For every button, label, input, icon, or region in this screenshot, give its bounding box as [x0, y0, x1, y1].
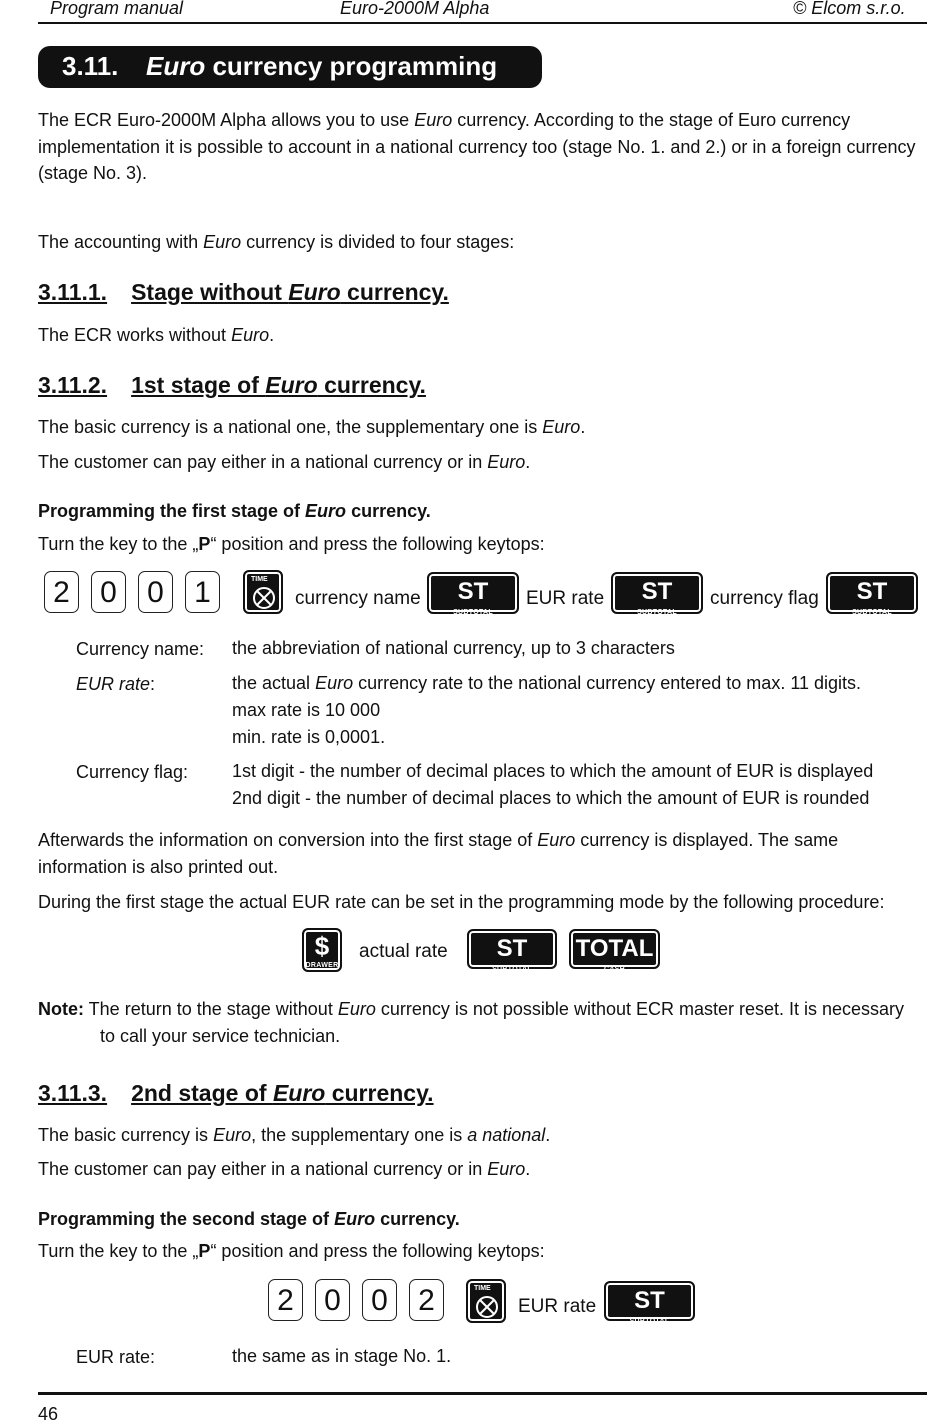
key-main-label: ST: [496, 935, 528, 962]
st-subtotal-key: [427, 572, 519, 614]
def-eur-rate-key: [76, 674, 155, 695]
digit-key: 2: [44, 571, 79, 613]
heading-text-2: currency.: [340, 279, 449, 305]
heading-3-11-3: [38, 1080, 434, 1107]
note-euro: Euro: [337, 999, 376, 1019]
s3-l1-c: , the supplementary one is: [251, 1125, 468, 1145]
key-sub-label: SUBTOTAL: [637, 609, 677, 616]
s3-prog-a: Programming the second stage of: [38, 1209, 335, 1229]
s2-prog-c: currency.: [346, 501, 431, 521]
time-key-label: TIME: [251, 576, 268, 583]
note-d: to call your service technician.: [100, 1025, 341, 1046]
digit-key: 1: [185, 571, 220, 613]
def-colon: :: [150, 674, 156, 694]
s2-turn-a: Turn the key to the „: [38, 534, 199, 554]
def-eur-euro: Euro: [315, 673, 354, 693]
def-currency-name-value: the abbreviation of national currency, up to 3 characters: [232, 638, 675, 658]
s2-turn-p: P: [198, 534, 211, 554]
s3-l1-national: a national: [467, 1125, 546, 1145]
def-currency-flag-value: [232, 758, 873, 812]
def-eur-rate-line3: min. rate is 0,0001.: [232, 727, 386, 747]
key-main-label: ST: [641, 578, 673, 605]
s3-turn-a: Turn the key to the „: [38, 1241, 199, 1261]
s2-l2-c: .: [525, 452, 531, 472]
s2-l1-a: The basic currency is a national one, the supplementary one is: [38, 417, 543, 437]
heading-text: 2nd stage of: [131, 1080, 273, 1106]
page-number: 46: [38, 1404, 59, 1424]
def-eur-rate-key-italic: EUR rate: [76, 674, 151, 694]
total-cash-key: [569, 929, 660, 973]
currency-flag-label: currency flag: [710, 588, 819, 609]
eur-rate-label: EUR rate: [526, 588, 605, 609]
heading-number: 3.11.2.: [38, 372, 108, 398]
heading-text-2: currency.: [325, 1080, 434, 1106]
s3-prog-euro: Euro: [334, 1209, 376, 1229]
s1-euro: Euro: [231, 325, 270, 345]
st-subtotal-key: [467, 929, 557, 973]
st-subtotal-key: [826, 572, 918, 614]
s1-text-a: The ECR works without: [38, 325, 232, 345]
heading-3-11-1: [38, 279, 449, 306]
key-main-label: $: [314, 931, 330, 961]
note-paragraph: [38, 996, 928, 1049]
heading-number: 3.11.3.: [38, 1080, 108, 1106]
def-eur-a: the actual: [232, 673, 316, 693]
after-c: currency is displayed. The same information is also printed out.: [38, 830, 839, 877]
def-flag-line2: 2nd digit - the number of decimal places to which the amount of EUR is rounded: [232, 788, 870, 808]
circle-x-icon: [475, 1295, 499, 1319]
key-sub-label: SUBTOTAL: [492, 966, 532, 973]
section-number: 3.11.: [62, 51, 119, 81]
section-title-rest: currency programming: [205, 51, 498, 81]
after-euro: Euro: [537, 830, 576, 850]
s2-l1-euro: Euro: [542, 417, 581, 437]
s1-text: [38, 322, 928, 349]
header-left: Program manual: [50, 0, 184, 18]
footer-rule: [38, 1392, 927, 1395]
heading-text-2: currency.: [317, 372, 426, 398]
currency-name-label: currency name: [295, 588, 421, 609]
key-main-label: ST: [856, 578, 888, 605]
def-flag-line1: 1st digit - the number of decimal places to which the amount of EUR is displayed: [232, 761, 874, 781]
actual-rate-label: actual rate: [359, 941, 448, 962]
s3-programming-heading: [38, 1206, 928, 1233]
section-title: [146, 51, 497, 82]
s3-prog-c: currency.: [375, 1209, 460, 1229]
def-currency-flag-key: Currency flag:: [76, 762, 189, 782]
s3-line1: [38, 1122, 928, 1149]
key-sub-label: SUBTOTAL: [852, 609, 892, 616]
key-main-label: ST: [634, 1287, 665, 1314]
s3-def-value: the same as in stage No. 1.: [232, 1346, 452, 1366]
st-subtotal-key: [604, 1281, 695, 1325]
digit-key: 2: [409, 1279, 444, 1321]
stages-euro: Euro: [203, 232, 242, 252]
heading-euro: Euro: [265, 372, 318, 398]
intro-text: The ECR Euro-2000M Alpha allows you to use: [38, 110, 415, 130]
heading-number: 3.11.1.: [38, 279, 108, 305]
s3-l1-a: The basic currency is: [38, 1125, 214, 1145]
s3-l2-euro: Euro: [487, 1159, 526, 1179]
heading-text: 1st stage of: [131, 372, 266, 398]
s3-line2: [38, 1156, 928, 1183]
s3-turn-p: P: [198, 1241, 211, 1261]
afterwards-paragraph: [38, 827, 928, 880]
s3-turn-key: [38, 1238, 928, 1265]
stages-text: The accounting with: [38, 232, 204, 252]
note-c: currency is not possible without ECR master reset. It is necessary: [375, 999, 905, 1019]
s3-l1-e: .: [545, 1125, 551, 1145]
def-eur-rate-value: [232, 670, 861, 751]
intro-text-2: currency. According to the stage of Euro currency implementation it is possible to account in a national currency too (stage No. 1. and 2.) or in a foreign currency (stage No. 3).: [38, 110, 916, 183]
section-banner: [38, 46, 542, 88]
digit-key: 0: [315, 1279, 350, 1321]
key-sub-label: DRAWER: [305, 962, 339, 969]
intro-euro: Euro: [414, 110, 453, 130]
heading-3-11-2: [38, 372, 426, 399]
s2-programming-heading: [38, 498, 928, 525]
s3-turn-c: “ position and press the following keytops:: [210, 1241, 545, 1261]
s2-turn-c: “ position and press the following keytops:: [210, 534, 545, 554]
def-currency-name-key: Currency name:: [76, 639, 205, 659]
key-sub-label: SUBTOTAL: [453, 609, 493, 616]
s2-prog-euro: Euro: [305, 501, 347, 521]
note-label: Note:: [38, 999, 84, 1019]
s3-l2-c: .: [525, 1159, 531, 1179]
heading-text: Stage without: [131, 279, 289, 305]
heading-euro: Euro: [272, 1080, 326, 1106]
drawer-key: [302, 928, 342, 972]
digit-key: 0: [138, 571, 173, 613]
key-sub-label: CASH: [603, 966, 626, 973]
st-subtotal-key: [611, 572, 703, 614]
time-key-label: TIME: [474, 1285, 491, 1292]
digit-key: 0: [362, 1279, 397, 1321]
header-center: Euro-2000M Alpha: [340, 0, 490, 18]
circle-x-icon: [252, 586, 276, 610]
time-key: [466, 1279, 506, 1323]
s2-turn-key: [38, 531, 928, 558]
key-main-label: ST: [457, 578, 489, 605]
header-rule: [38, 22, 927, 24]
s3-l1-euro: Euro: [213, 1125, 252, 1145]
s2-prog-a: Programming the first stage of: [38, 501, 306, 521]
time-key: [243, 570, 283, 614]
def-eur-rate-line2: max rate is 10 000: [232, 700, 381, 720]
digit-key: 2: [268, 1279, 303, 1321]
s3-def-key: EUR rate:: [76, 1347, 156, 1367]
s2-l1-c: .: [580, 417, 586, 437]
section-title-italic: Euro: [146, 51, 206, 81]
after-a: Afterwards the information on conversion into the first stage of: [38, 830, 538, 850]
key-sub-label: SUBTOTAL: [629, 1318, 670, 1325]
def-eur-rate-line1: [232, 670, 861, 697]
note-a: The return to the stage without: [84, 999, 338, 1019]
eur-rate-label: EUR rate: [518, 1296, 597, 1317]
heading-euro: Euro: [288, 279, 341, 305]
intro-paragraph: [38, 107, 928, 187]
def-eur-c: currency rate to the national currency entered to max. 11 digits.: [353, 673, 862, 693]
during-paragraph: During the first stage the actual EUR rate can be set in the programming mode by the following procedure:: [38, 892, 885, 912]
stages-text-2: currency is divided to four stages:: [241, 232, 515, 252]
s2-line2: [38, 449, 928, 476]
s2-line1: [38, 414, 928, 441]
key-main-label: TOTAL: [575, 935, 654, 962]
s2-l2-a: The customer can pay either in a national currency or in: [38, 452, 488, 472]
s3-l2-a: The customer can pay either in a national currency or in: [38, 1159, 488, 1179]
s2-l2-euro: Euro: [487, 452, 526, 472]
digit-key: 0: [91, 571, 126, 613]
stages-paragraph: [38, 229, 928, 256]
header-right: © Elcom s.r.o.: [793, 0, 906, 18]
s1-text-c: .: [269, 325, 275, 345]
